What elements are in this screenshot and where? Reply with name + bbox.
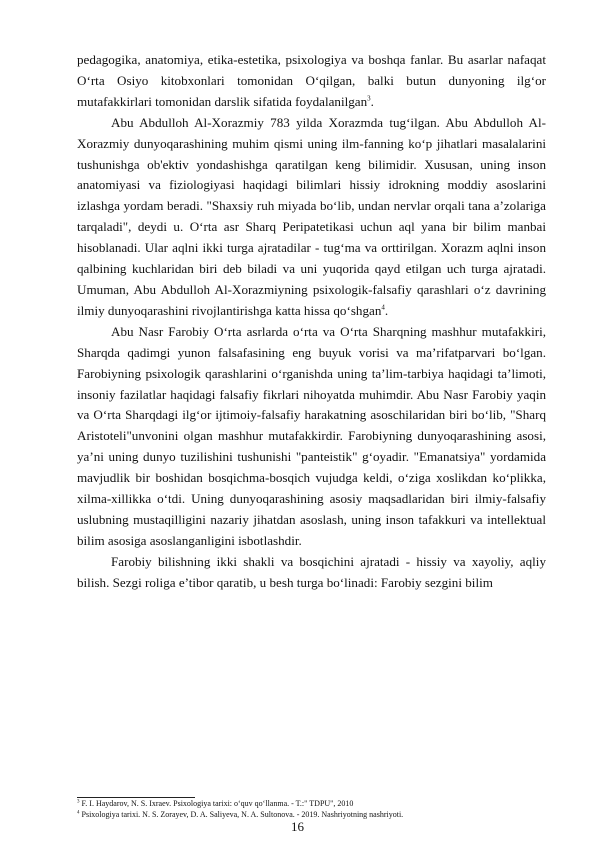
paragraph-2-end: . xyxy=(384,302,389,318)
footnote-ref-4[interactable]: 4 xyxy=(381,303,385,312)
page-number: 16 xyxy=(291,819,304,834)
footnote-3 xyxy=(77,799,546,810)
footnote-number: 4 xyxy=(77,809,80,815)
body-text xyxy=(77,50,546,594)
paragraph-1-text: pedagogika, anatomiya, etika-estetika, psixologiya va boshqa fanlar. Bu asarlar nafaqat O‘rta Osiyo kitobxonlari tomonidan O‘qilgan, balki butun dunyoning ilg‘or mutafakkirlari tomonidan darslik sifatida foydalanilgan xyxy=(77,52,546,109)
paragraph-3-text: Abu Nasr Farobiy O‘rta asrlarda o‘rta va O‘rta Sharqning mashhur mutafakkiri, Sharqda qadimgi yunon falsafasining eng buyuk vorisi va ma’rifatparvari bo‘lgan. Farobiyning psixologik qarashlarini o‘rganishda uning ta’lim-tarbiya haqidagi ta’limoti, insoniy fazilatlar haqidagi falsafiy fikrlari nihoyatda muhimdir. Abu Nasr Farobiy yaqin va O‘rta Sharqdagi ilg‘or ijtimoiy-falsafiy harakatning asoschilaridan biri bo‘lib, "Sharq Aristoteli"unvonini olgan mashhur mutafakkirdir. Farobiyning dunyoqarashining asosi, ya’ni uning dunyo tuzilishini tushunishi "panteistik" g‘oyadir. "Emanatsiya" yordamida mavjudlik bir boshidan bosqichma-bosqich vujudga keldi, o‘ziga xoslikdan ko‘plikka, xilma-xillikka o‘tdi. Uning dunyoqarashining asosiy maqsadlaridan biri ilmiy-falsafiy uslubning mustaqilligini nazariy jihatdan asoslash, uning inson tafakkuri va intellektual bilim asosiga asoslanganligini isbotlashdir. xyxy=(77,323,546,548)
paragraph-4 xyxy=(77,552,546,594)
footnote-text: F. I. Haydarov, N. S. Ixraev. Psixologiya tarixi: o‘quv qo‘llanma. - T.:" TDPU", 2010 xyxy=(79,799,354,808)
footnotes xyxy=(77,799,546,820)
paragraph-2-text: Abu Abdulloh Al-Xorazmiy 783 yilda Xorazmda tug‘ilgan. Abu Abdulloh Al-Xorazmiy dunyoqarashining muhim qismi uning ilm-fanning ko‘p jihatlari masalalarini tushunishga ob'ektiv yondashishga qaratilgan keng bilimidir. Xususan, uning inson anatomiyasi va fiziologiyasi haqidagi bilimlari hissiy idrokning moddiy asoslarini izlashga yordam beradi. "Shaxsiy ruh miyada bo‘lib, undan nervlar orqali tana a’zolariga tarqaladi", deydi u. O‘rta asr Sharq Peripatetikasi uchun aql yana bir bilim manbai hisoblanadi. Ular aqlni ikki turga ajratadilar - tug‘ma va orttirilgan. Xorazm aqlni inson qalbining kuchlaridan biri deb biladi va uni yuqorida qayd etilgan uch turga ajratadi. Umuman, Abu Abdulloh Al-Xorazmiyning psixologik-falsafiy qarashlari o‘z davrining ilmiy dunyoqarashini rivojlantirishga katta hissa qo‘shgan xyxy=(77,114,546,318)
footnote-ref-3[interactable]: 3 xyxy=(367,94,371,103)
footnote-text: Psixologiya tarixi. N. S. Zorayev, D. A. Saliyeva, N. A. Sultonova. - 2019. Nashriyotning nashriyoti. xyxy=(79,809,404,819)
paragraph-3 xyxy=(77,322,546,552)
footnote-divider xyxy=(77,797,195,798)
paragraph-4-text: Farobiy bilishning ikki shakli va bosqichini ajratadi - hissiy va xayoliy, aqliy bilish. Sezgi roliga e’tibor qaratib, u besh turga bo‘linadi: Farobiy sezgini bilim xyxy=(77,553,546,590)
paragraph-1 xyxy=(77,50,546,113)
footnote-number: 3 xyxy=(77,799,80,805)
paragraph-2 xyxy=(77,113,546,322)
paragraph-1-end: . xyxy=(370,93,374,109)
